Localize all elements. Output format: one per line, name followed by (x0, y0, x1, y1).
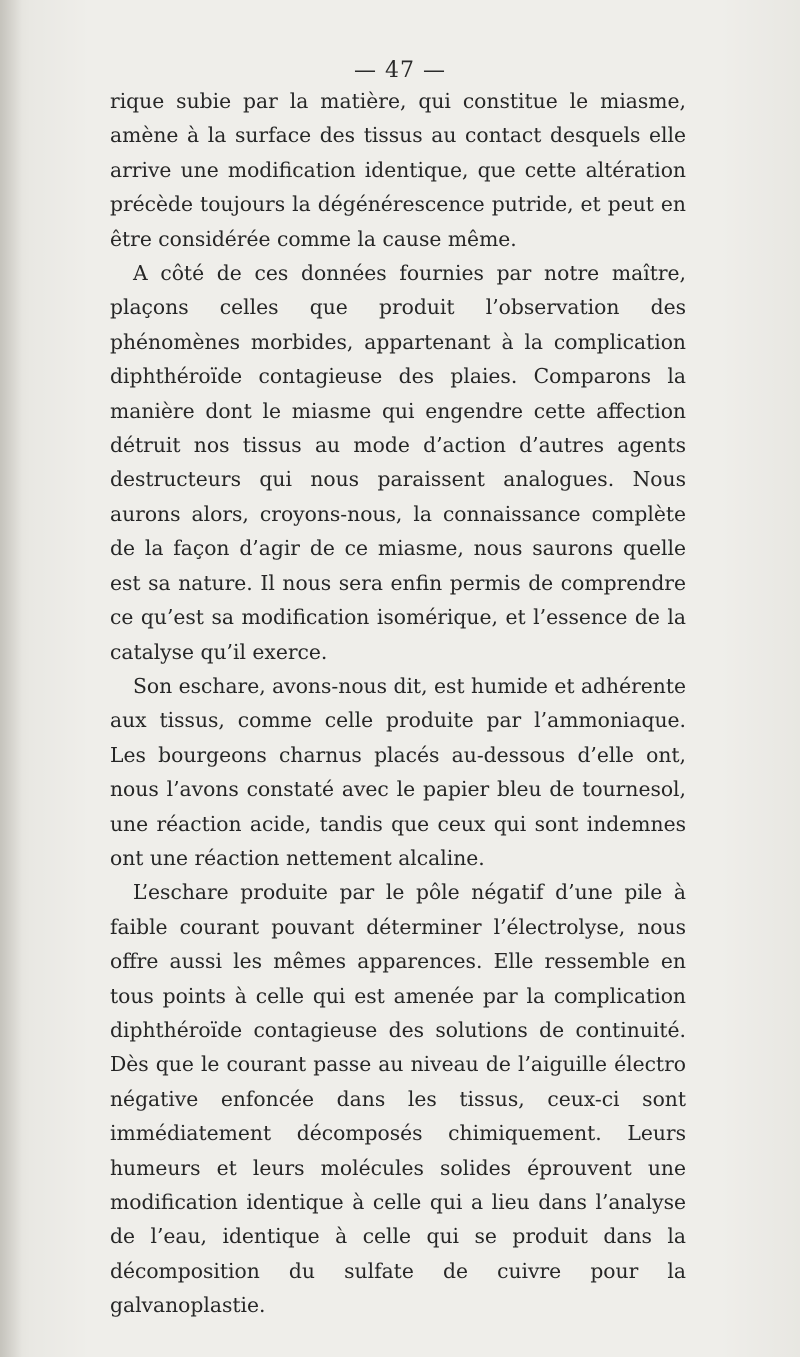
page-number: — 47 — (354, 58, 446, 83)
paragraph-continuation: rique subie par la matière, qui constitue le miasme, amène à la surface des tissus au contact desquels elle arrive une modification identique, que cette altération précède toujours la dégénérescence putride, et peut en être considérée comme la cause même. (110, 89, 686, 251)
paragraph-eschare: Son eschare, avons-nous dit, est humide et adhérente aux tissus, comme celle produite par l’ammoniaque. Les bourgeons charnus placés au-dessous d’elle ont, nous l’avons constaté avec le papier bleu de tournesol, une réaction acide, tandis que ceux qui sont indemnes ont une réaction nettement alcaline. (110, 673, 686, 870)
body-text (110, 84, 686, 1323)
paragraph-observation: A côté de ces données fournies par notre maître, plaçons celles que produit l’observation des phénomènes morbides, appartenant à la complication diphthéroïde contagieuse des plaies. Comparons la manière dont le miasme qui engendre cette affection détruit nos tissus au mode d’action d’autres agents destructeurs qui nous paraissent analogues. Nous aurons alors, croyons-nous, la connaissance complète de la façon d’agir de ce miasme, nous saurons quelle est sa nature. Il nous sera enfin permis de comprendre ce qu’est sa modification isomérique, et l’essence de la catalyse qu’il exerce. (110, 261, 686, 664)
page-edge-shadow (0, 0, 22, 1357)
paragraph-electrolyse: L’eschare produite par le pôle négatif d’une pile à faible courant pouvant déterminer l’électrolyse, nous offre aussi les mêmes apparences. Elle ressemble en tous points à celle qui est amenée par la complication diphthéroïde contagieuse des solutions de continuité. Dès que le courant passe au niveau de l’aiguille électro négative enfoncée dans les tissus, ceux-ci sont immédiatement décomposés chimiquement. Leurs humeurs et leurs molécules solides éprouvent une modification identique à celle qui a lieu dans l’analyse de l’eau, identique à celle qui se produit dans la décomposition du sulfate de cuivre pour la galvanoplastie. (110, 880, 686, 1318)
